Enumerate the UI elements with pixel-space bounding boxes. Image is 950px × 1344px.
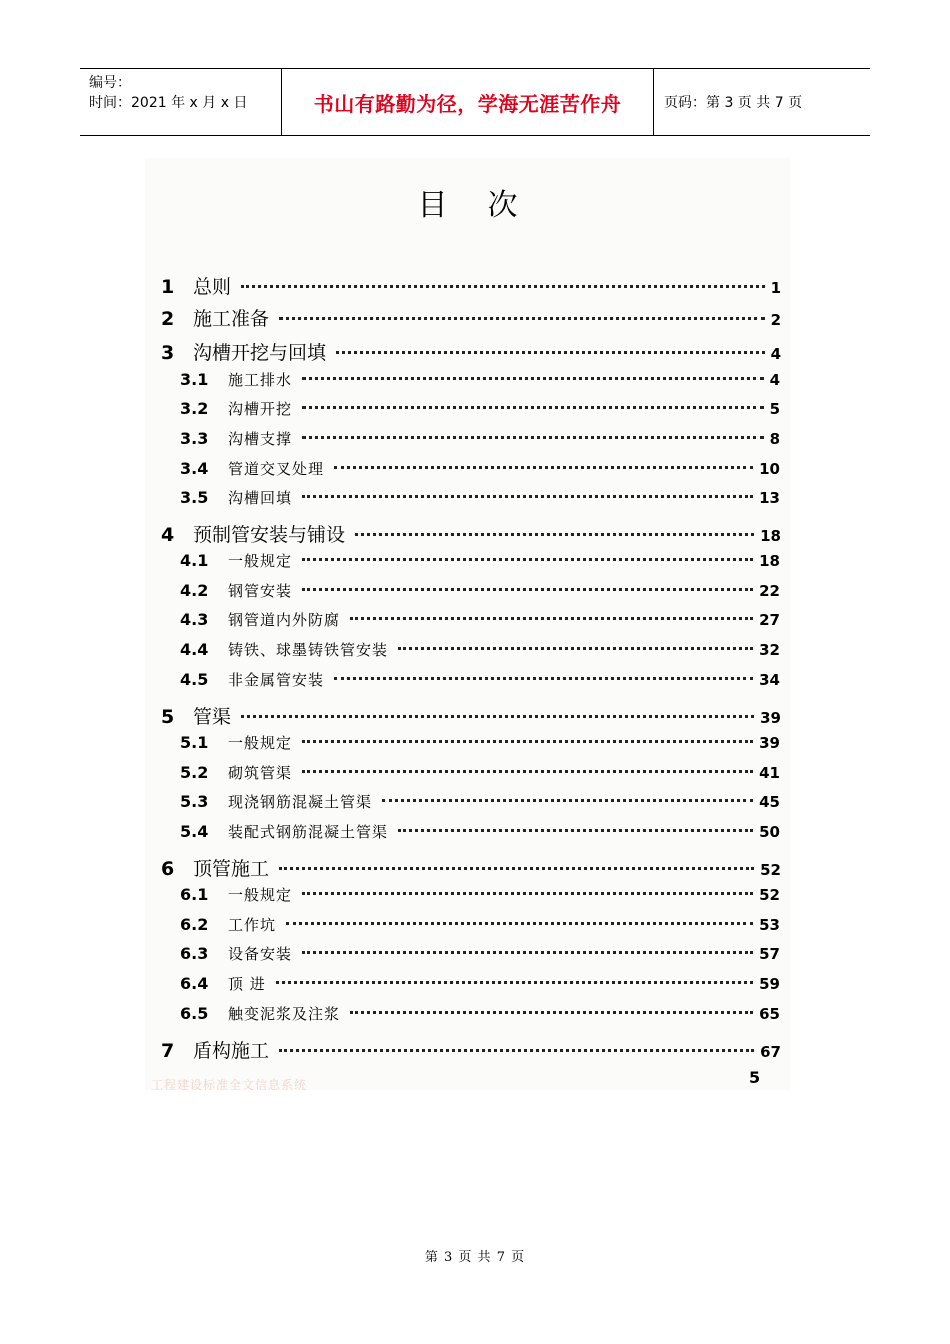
toc-entry-label: 顶管施工 (193, 858, 270, 880)
toc-entry (180, 821, 780, 842)
toc-leader-dots (398, 829, 753, 832)
toc-leader-dots (279, 317, 765, 320)
document-header (80, 68, 870, 136)
toc-entry-page: 4 (770, 345, 781, 363)
toc-leader-dots (241, 285, 765, 288)
toc-entry (180, 669, 780, 690)
toc-leader-dots (355, 533, 754, 536)
toc-entry-label: 管渠 (193, 706, 232, 728)
toc-entry-number: 6.3 (180, 944, 209, 963)
header-page-info: 页码：第 3 页 共 7 页 (664, 95, 803, 111)
toc-leader-dots (302, 740, 753, 743)
toc-entry-label: 非金属管安装 (228, 671, 325, 689)
toc-entry-label: 沟槽回填 (228, 489, 293, 507)
toc-entry (180, 487, 780, 508)
toc-entry-label: 一般规定 (228, 734, 293, 752)
toc-entry-number: 3.5 (180, 488, 209, 507)
toc-entry-page: 41 (759, 764, 780, 782)
toc-entry-label: 一般规定 (228, 886, 293, 904)
toc-entry-page: 5 (769, 400, 780, 418)
toc-entry-page: 52 (760, 861, 781, 879)
toc-entry (180, 973, 780, 994)
toc-entry-page: 52 (759, 886, 780, 904)
toc-leader-dots (398, 647, 753, 650)
toc-entry-label: 装配式钢筋混凝土管渠 (228, 823, 389, 841)
toc-entry-label: 设备安装 (228, 945, 293, 963)
toc-entry-page: 10 (759, 460, 780, 478)
toc-entry (180, 550, 780, 571)
header-meta (80, 69, 281, 135)
toc-entry-label: 沟槽支撑 (228, 430, 293, 448)
toc-entry-number: 3.1 (180, 370, 209, 389)
toc-entry (180, 884, 780, 905)
toc-leader-dots (334, 677, 753, 680)
toc-entry-page: 18 (760, 527, 781, 545)
toc-entry-label: 施工准备 (193, 308, 270, 330)
toc-leader-dots (286, 922, 753, 925)
toc-entry-page: 65 (759, 1005, 780, 1023)
toc-entry-number: 4.4 (180, 640, 209, 659)
toc-entry-number: 3 (161, 342, 175, 364)
toc-entry-page: 57 (759, 945, 780, 963)
toc-entry-number: 7 (161, 1040, 175, 1062)
toc-leader-dots (302, 892, 753, 895)
number-label: 编号： (89, 75, 131, 91)
toc-entry-number: 5.1 (180, 733, 209, 752)
toc-entry (180, 639, 780, 660)
toc-entry-label: 管道交叉处理 (228, 460, 325, 478)
toc-entry-page: 27 (759, 611, 780, 629)
toc-entry-label: 总则 (193, 276, 232, 298)
toc-entry-label: 钢管道内外防腐 (228, 611, 341, 629)
toc-entry-page: 1 (770, 279, 781, 297)
toc-entry (161, 1036, 781, 1063)
scan-watermark: 工程建设标准全文信息系统 (151, 1078, 308, 1092)
toc-entry (161, 304, 781, 331)
toc-entry-number: 5.3 (180, 792, 209, 811)
toc-entry-label: 触变泥浆及注浆 (228, 1005, 341, 1023)
toc-leader-dots (334, 466, 753, 469)
toc-entry (161, 272, 781, 299)
toc-leader-dots (302, 495, 753, 498)
toc-entry-page: 39 (760, 709, 781, 727)
toc-entry (161, 338, 781, 365)
toc-entry-label: 钢管安装 (228, 582, 293, 600)
page-footer: 第 3 页 共 7 页 (424, 1250, 526, 1265)
toc-entry (180, 732, 780, 753)
toc-leader-dots (336, 351, 765, 354)
toc-entry-number: 1 (161, 276, 175, 298)
toc-leader-dots (350, 617, 753, 620)
toc-leader-dots (302, 377, 764, 380)
toc-entry-page: 2 (770, 311, 781, 329)
toc-entry-number: 5.4 (180, 822, 209, 841)
toc-leader-dots (241, 715, 754, 718)
toc-entry-page: 45 (759, 793, 780, 811)
toc-entry (180, 762, 780, 783)
toc-entry-label: 铸铁、球墨铸铁管安装 (228, 641, 389, 659)
toc-entry-number: 2 (161, 308, 175, 330)
toc-entry-page: 22 (759, 582, 780, 600)
toc-entry-number: 3.2 (180, 399, 209, 418)
time-label: 时间：2021 年 x 月 x 日 (89, 95, 248, 111)
toc-entry (180, 1003, 780, 1024)
toc-entry-label: 工作坑 (228, 916, 277, 934)
toc-entry (180, 609, 780, 630)
toc-entry-number: 6.1 (180, 885, 209, 904)
toc-leader-dots (382, 799, 753, 802)
toc-leader-dots (350, 1011, 753, 1014)
toc-entry (180, 458, 780, 479)
toc-entry-page: 18 (759, 552, 780, 570)
toc-entry (161, 702, 781, 729)
toc-entry-number: 5.2 (180, 763, 209, 782)
toc-entry (180, 398, 780, 419)
toc-entry-page: 8 (769, 430, 780, 448)
toc-entry-label: 盾构施工 (193, 1040, 270, 1062)
toc-entry-number: 6 (161, 858, 175, 880)
toc-entry-number: 6.5 (180, 1004, 209, 1023)
toc-entries (145, 158, 790, 1090)
toc-entry-page: 67 (760, 1043, 781, 1061)
toc-leader-dots (302, 558, 753, 561)
toc-entry (180, 914, 780, 935)
toc-entry-label: 预制管安装与铺设 (193, 524, 346, 546)
toc-entry-number: 3.4 (180, 459, 209, 478)
toc-leader-dots (279, 1049, 754, 1052)
toc-entry-number: 6.4 (180, 974, 209, 993)
toc-entry-label: 砌筑管渠 (228, 764, 293, 782)
toc-entry-label: 沟槽开挖 (228, 400, 293, 418)
toc-entry-page: 50 (759, 823, 780, 841)
toc-entry-label: 现浇钢筋混凝土管渠 (228, 793, 373, 811)
toc-entry-label: 一般规定 (228, 552, 293, 570)
toc-entry-page: 32 (759, 641, 780, 659)
toc-leader-dots (279, 867, 754, 870)
toc-entry-page: 13 (759, 489, 780, 507)
toc-leader-dots (276, 981, 753, 984)
toc-entry-page: 4 (769, 371, 780, 389)
toc-entry (180, 369, 780, 390)
toc-entry-page: 39 (759, 734, 780, 752)
toc-leader-dots (302, 951, 753, 954)
toc-entry (180, 580, 780, 601)
toc-entry-page: 34 (759, 671, 780, 689)
toc-entry (161, 520, 781, 547)
toc-entry-label: 施工排水 (228, 371, 293, 389)
toc-entry (180, 791, 780, 812)
toc-leader-dots (302, 588, 753, 591)
toc-entry-number: 5 (161, 706, 175, 728)
scan-page-number: 5 (749, 1068, 761, 1087)
header-motto: 书山有路勤为径，学海无涯苦作舟 (281, 69, 654, 135)
toc-entry-number: 3.3 (180, 429, 209, 448)
toc-title: 目次 (417, 188, 558, 223)
toc-entry (180, 943, 780, 964)
toc-entry-page: 59 (759, 975, 780, 993)
scanned-toc-page (145, 158, 790, 1090)
toc-leader-dots (302, 436, 764, 439)
toc-entry-label: 顶 进 (228, 975, 266, 993)
toc-entry-number: 4.2 (180, 581, 209, 600)
toc-entry-page: 53 (759, 916, 780, 934)
toc-entry-number: 4.1 (180, 551, 209, 570)
toc-entry (180, 428, 780, 449)
toc-entry-number: 4.3 (180, 610, 209, 629)
toc-leader-dots (302, 406, 764, 409)
toc-entry (161, 854, 781, 881)
toc-entry-number: 6.2 (180, 915, 209, 934)
toc-entry-number: 4.5 (180, 670, 209, 689)
toc-entry-number: 4 (161, 524, 175, 546)
toc-entry-label: 沟槽开挖与回填 (193, 342, 327, 364)
toc-leader-dots (302, 770, 753, 773)
